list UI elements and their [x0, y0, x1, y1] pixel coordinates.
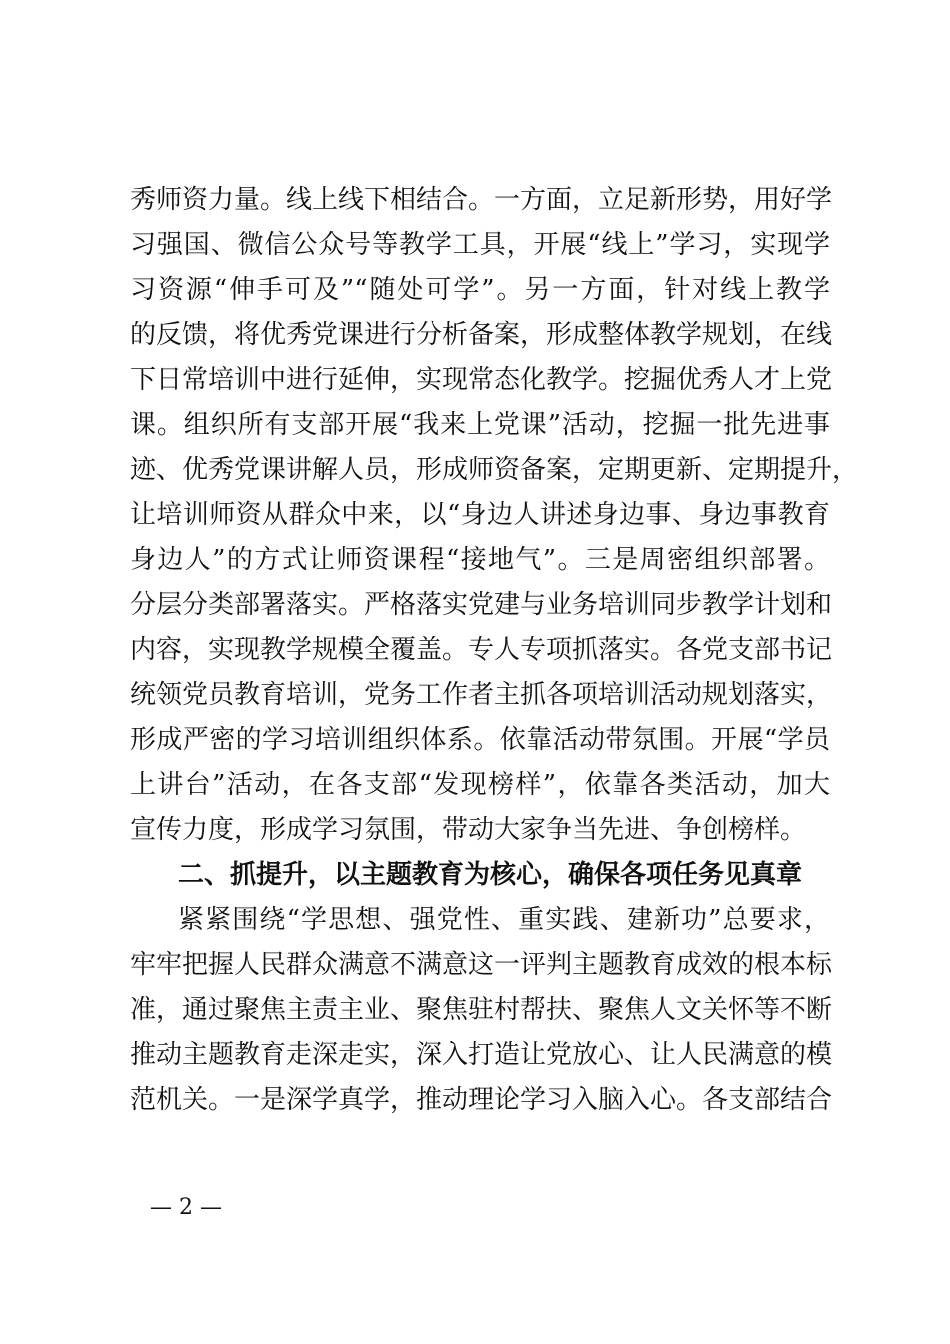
- paragraph-line: 下日常培训中进行延伸，实现常态化教学。挖掘优秀人才上党: [130, 365, 833, 395]
- paragraph-line: 的反馈，将优秀党课进行分析备案，形成整体教学规划，在线: [130, 320, 833, 350]
- paragraph-line: 习资源“伸手可及”“随处可学”。另一方面，针对线上教学: [130, 275, 830, 305]
- paragraph-line: 宣传力度，形成学习氛围，带动大家争当先进、争创榜样。: [130, 815, 807, 845]
- paragraph-line: 内容，实现教学规模全覆盖。专人专项抓落实。各党支部书记: [130, 635, 833, 665]
- page-number: — 2 —: [150, 1195, 222, 1220]
- paragraph-line: 统领党员教育培训，党务工作者主抓各项培训活动规划落实，: [130, 680, 833, 710]
- paragraph-line: 牢牢把握人民群众满意不满意这一评判主题教育成效的根本标: [130, 950, 833, 980]
- paragraph-line: 准，通过聚焦主责主业、聚焦驻村帮扶、聚焦人文关怀等不断: [130, 995, 833, 1025]
- paragraph-line: 形成严密的学习培训组织体系。依靠活动带氛围。开展“学员: [130, 725, 830, 755]
- paragraph-line: 推动主题教育走深走实，深入打造让党放心、让人民满意的模: [130, 1040, 833, 1070]
- paragraph-line: 课。组织所有支部开展“我来上党课”活动，挖掘一批先进事: [130, 410, 830, 440]
- paragraph-line: 范机关。一是深学真学，推动理论学习入脑入心。各支部结合: [130, 1085, 833, 1115]
- paragraph-line: 迹、优秀党课讲解人员，形成师资备案，定期更新、定期提升，: [130, 455, 859, 485]
- body-text: [130, 178, 859, 1123]
- paragraph-line: 让培训师资从群众中来，以“身边人讲述身边事、身边事教育: [130, 500, 830, 530]
- paragraph-line: 秀师资力量。线上线下相结合。一方面，立足新形势，用好学: [130, 185, 833, 215]
- paragraph-line: 上讲台”活动，在各支部“发现榜样”，依靠各类活动，加大: [130, 770, 830, 800]
- paragraph-line: 身边人”的方式让师资课程“接地气”。三是周密组织部署。: [130, 545, 830, 575]
- paragraph-line: 分层分类部署落实。严格落实党建与业务培训同步教学计划和: [130, 590, 833, 620]
- paragraph-line: 紧紧围绕“学思想、强党性、重实践、建新功”总要求，: [178, 905, 830, 935]
- section-heading: 二、抓提升，以主题教育为核心，确保各项任务见真章: [178, 860, 803, 890]
- paragraph-line: 习强国、微信公众号等教学工具，开展“线上”学习，实现学: [130, 230, 830, 260]
